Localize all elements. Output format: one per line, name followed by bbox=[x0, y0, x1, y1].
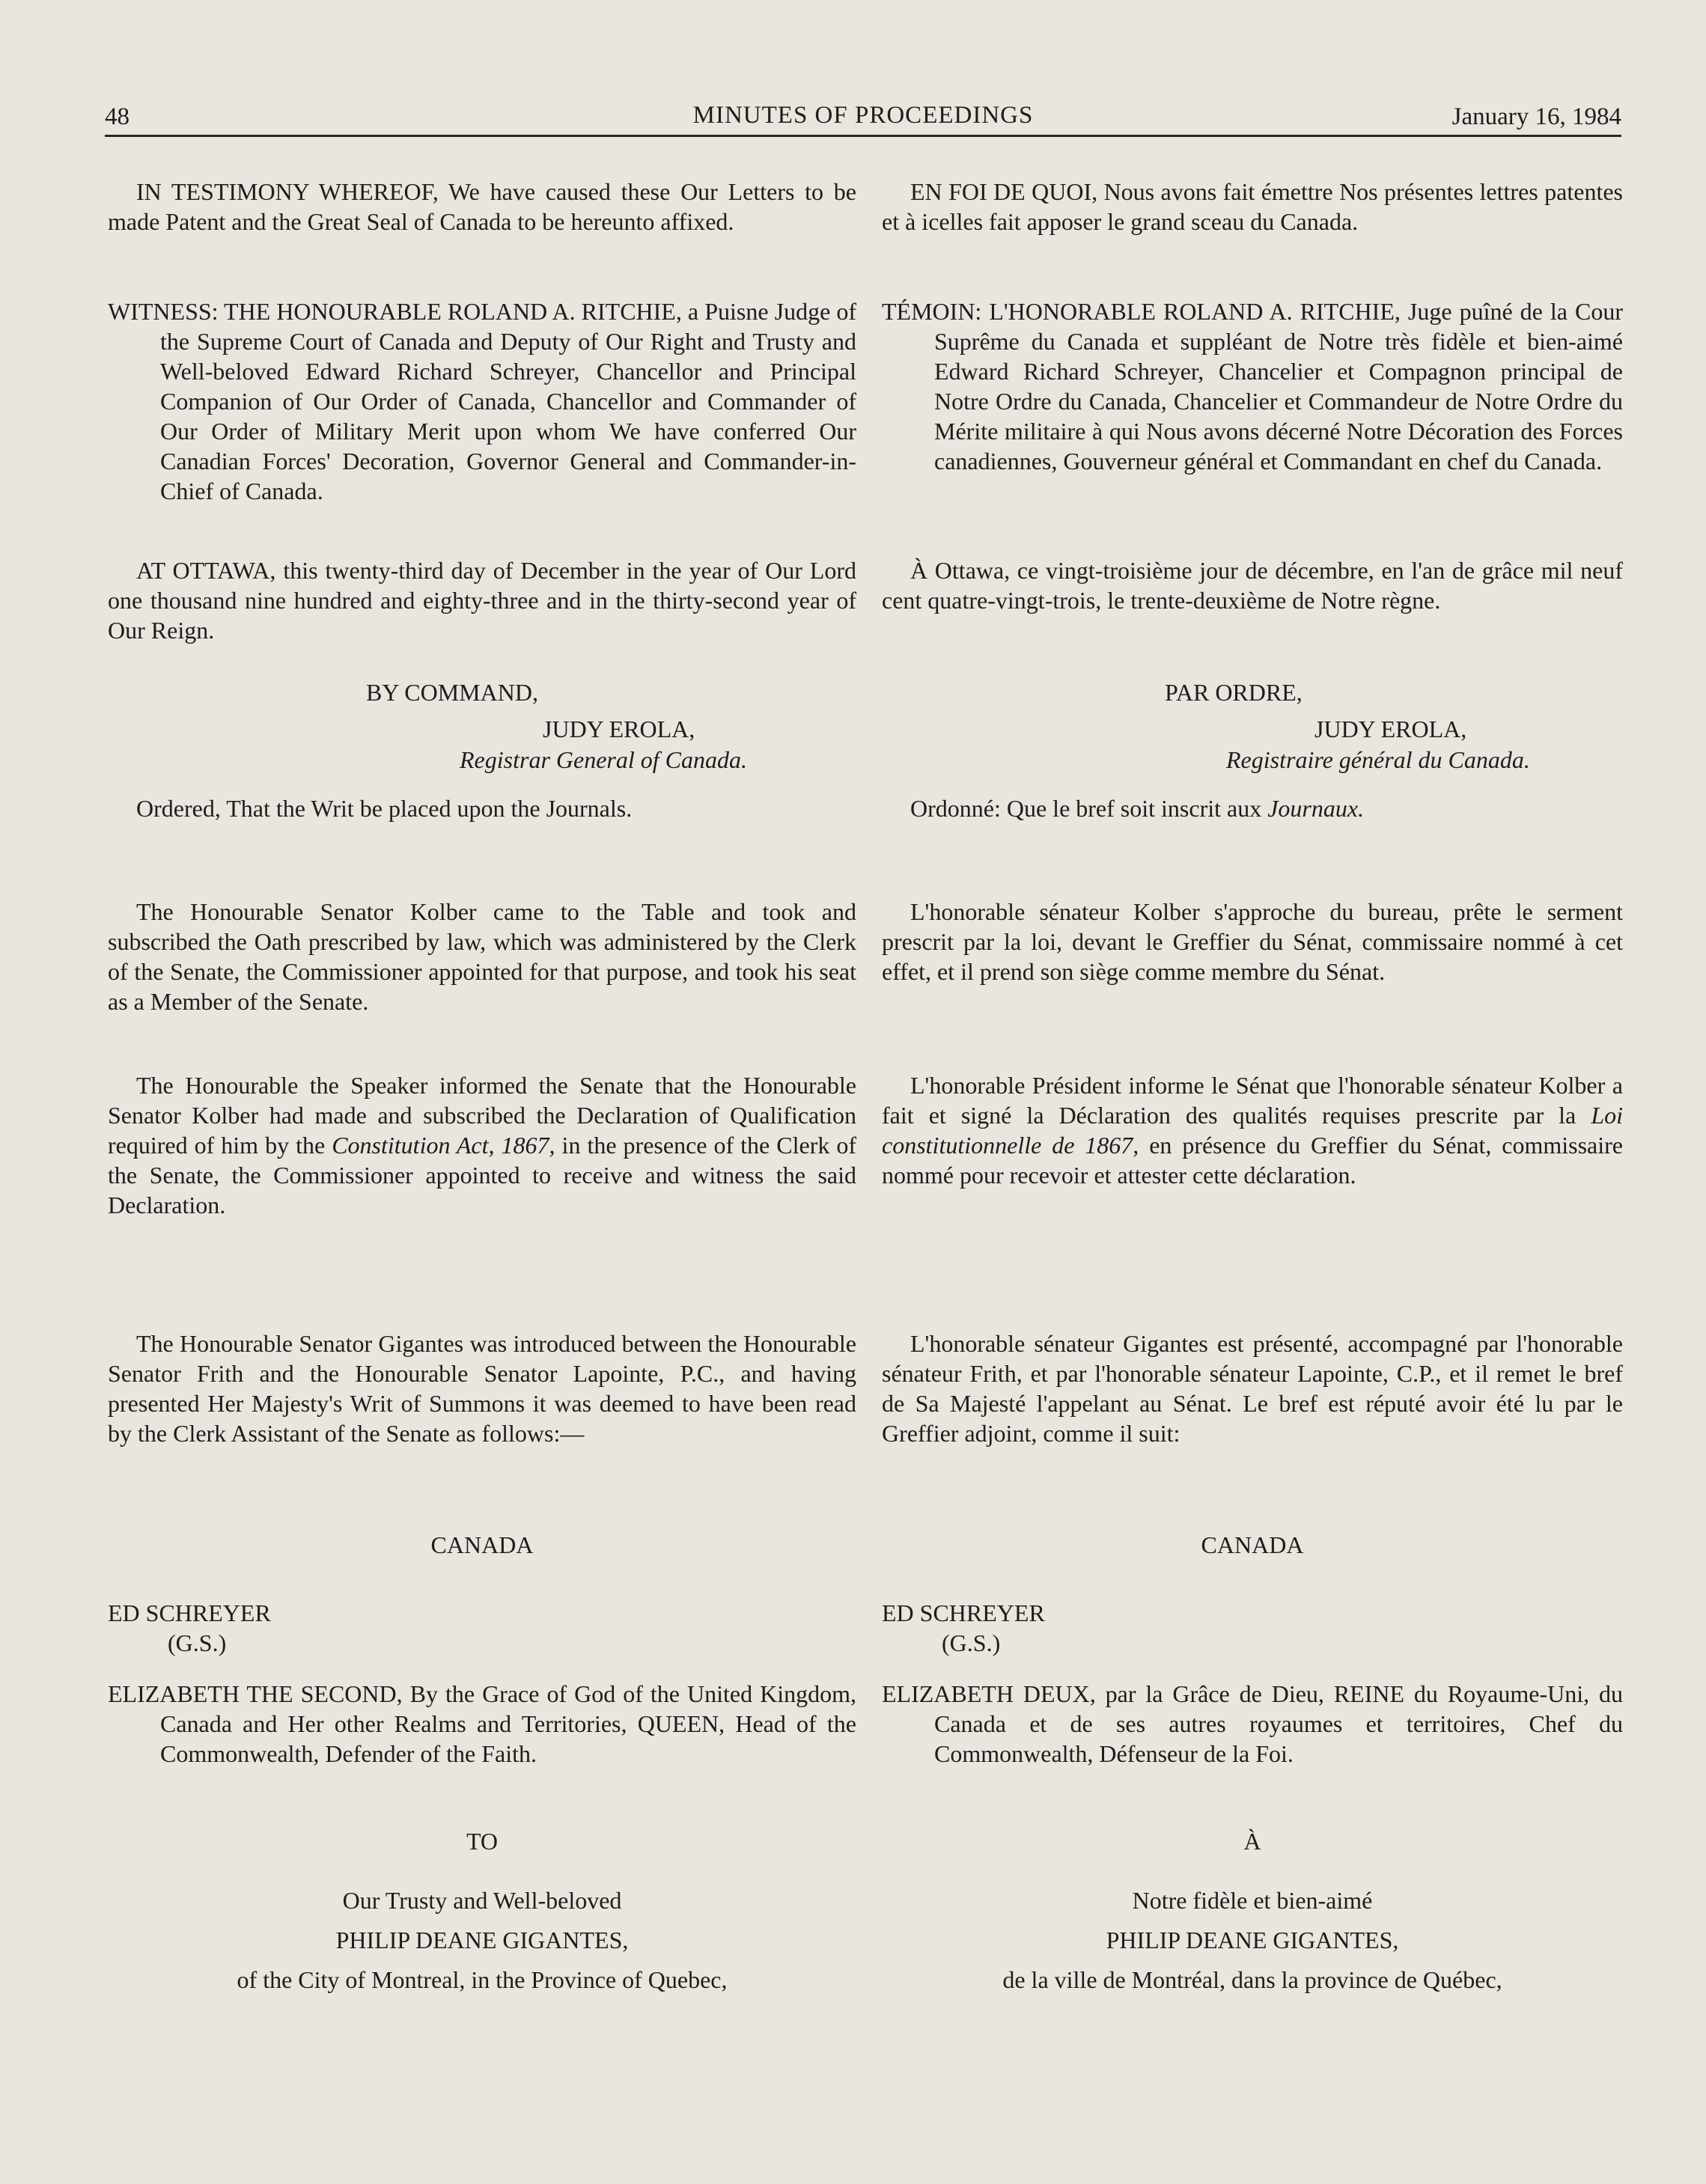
great-seal-mark-fr: (G.S.) bbox=[942, 1629, 1001, 1656]
signer-name: JUDY EROLA, bbox=[543, 716, 695, 742]
ed-schreyer: ED SCHREYER bbox=[108, 1599, 271, 1626]
ed-schreyer-fr: ED SCHREYER bbox=[882, 1599, 1045, 1626]
speaker-paragraph-fr: L'honorable Président informe le Sénat que l'honorable sénateur Kolber a fait et signé la Déclaration des qualités requises prescrite par la Loi constitutionnelle de 1867, en présence du Greffier du Sénat, commissaire nommé pour recevoir et attester cette déclaration. bbox=[882, 1072, 1624, 1189]
page-title: MINUTES OF PROCEEDINGS bbox=[692, 102, 1034, 129]
registrar-title-fr: Registraire général du Canada. bbox=[1226, 746, 1530, 773]
page-date: January 16, 1984 bbox=[1451, 103, 1621, 130]
trusty-line: Our Trusty and Well-beloved bbox=[342, 1887, 622, 1914]
to-heading: TO bbox=[466, 1828, 499, 1855]
testimony-paragraph: IN TESTIMONY WHEREOF, We have caused these Our Letters to be made Patent and the Great Seal of Canada to be hereunto affixed. bbox=[108, 178, 856, 235]
page-header bbox=[105, 97, 1621, 137]
constitution-act-reference: Constitution Act, 1867, bbox=[332, 1132, 555, 1159]
kolber-oath-paragraph-fr: L'honorable sénateur Kolber s'approche du bureau, prête le serment prescrit par la loi, devant le Greffier du Sénat, commissaire nommé à cet effet, et il prend son siège comme membre du Sénat. bbox=[882, 898, 1623, 985]
by-command: BY COMMAND, bbox=[366, 679, 538, 706]
ordered-paragraph: Ordered, That the Writ be placed upon the Journals. bbox=[136, 795, 633, 822]
page-number: 48 bbox=[105, 103, 130, 130]
registrar-title: Registrar General of Canada. bbox=[460, 746, 747, 773]
ordered-paragraph-fr: Ordonné: Que le bref soit inscrit aux Journaux. bbox=[910, 795, 1365, 822]
by-command-fr: PAR ORDRE, bbox=[1165, 679, 1303, 706]
trusty-line-fr: Notre fidèle et bien-aimé bbox=[1132, 1887, 1373, 1914]
appointee-name: PHILIP DEANE GIGANTES, bbox=[335, 1927, 629, 1953]
ottawa-paragraph: AT OTTAWA, this twenty-third day of December in the year of Our Lord one thousand nine hundred and eighty-three and in the thirty-second year of Our Reign. bbox=[108, 557, 856, 644]
witness-paragraph-fr: TÉMOIN: L'HONORABLE ROLAND A. RITCHIE, Juge puîné de la Cour Suprême du Canada et suppléant de Notre très fidèle et bien-aimé Edward Richard Schreyer, Chancelier et Compagnon principal de Notre Ordre du Canada, Chancelier et Commandeur de Notre Ordre du Mérite militaire à qui Nous avons décerné Notre Décoration des Forces canadiennes, Gouverneur général et Commandant en chef du Canada. bbox=[882, 298, 1623, 475]
appointee-city: of the City of Montreal, in the Province of Quebec, bbox=[237, 1966, 728, 1993]
elizabeth-paragraph-fr: ELIZABETH DEUX, par la Grâce de Dieu, REINE du Royaume-Uni, du Canada et de ses autres royaumes et territoires, Chef du Commonwealth, Défenseur de la Foi. bbox=[882, 1680, 1623, 1767]
appointee-city-fr: de la ville de Montréal, dans la province de Québec, bbox=[1002, 1966, 1502, 1993]
appointee-name-fr: PHILIP DEANE GIGANTES, bbox=[1106, 1927, 1399, 1953]
canada-heading: CANADA bbox=[430, 1531, 534, 1558]
canada-heading-fr: CANADA bbox=[1201, 1531, 1304, 1558]
witness-paragraph: WITNESS: THE HONOURABLE ROLAND A. RITCHIE, a Puisne Judge of the Supreme Court of Canada and Deputy of Our Right and Trusty and Well-beloved Edward Richard Schreyer, Chancellor and Principal Companion of Our Order of Canada, Chancellor and Commander of Our Order of Military Merit upon whom We have conferred Our Canadian Forces' Decoration, Governor General and Commander-in-Chief of Canada. bbox=[108, 298, 856, 504]
speaker-paragraph: The Honourable the Speaker informed the Senate that the Honourable Senator Kolber had made and subscribed the Declaration of Qualification required of him by the Constitution Act, 1867, in the presence of the Clerk of the Senate, the Commissioner appointed to receive and witness the said Declaration. bbox=[108, 1072, 857, 1218]
loi-constitutionnelle-reference: Loi constitutionnelle de 1867, bbox=[882, 1102, 1623, 1159]
elizabeth-paragraph: ELIZABETH THE SECOND, By the Grace of God of the United Kingdom, Canada and Her other Realms and Territories, QUEEN, Head of the Commonwealth, Defender of the Faith. bbox=[108, 1680, 856, 1767]
great-seal-mark: (G.S.) bbox=[168, 1629, 227, 1656]
to-heading-fr: À bbox=[1243, 1828, 1261, 1855]
testimony-paragraph-fr: EN FOI DE QUOI, Nous avons fait émettre Nos présentes lettres patentes et à icelles fait apposer le grand sceau du Canada. bbox=[882, 178, 1623, 235]
gigantes-intro-paragraph-fr: L'honorable sénateur Gigantes est présenté, accompagné par l'honorable sénateur Frith, et par l'honorable sénateur Lapointe, C.P., et il remet le bref de Sa Majesté l'appelant au Sénat. Le bref est réputé avoir été lu par le Greffier adjoint, comme il suit: bbox=[882, 1330, 1623, 1447]
gigantes-intro-paragraph: The Honourable Senator Gigantes was introduced between the Honourable Senator Frith and the Honourable Senator Lapointe, P.C., and having presented Her Majesty's Writ of Summons it was deemed to have been read by the Clerk Assistant of the Senate as follows:— bbox=[108, 1330, 856, 1447]
kolber-oath-paragraph: The Honourable Senator Kolber came to the Table and took and subscribed the Oath prescribed by law, which was administered by the Clerk of the Senate, the Commissioner appointed for that purpose, and took his seat as a Member of the Senate. bbox=[108, 898, 856, 1015]
ottawa-paragraph-fr: À Ottawa, ce vingt-troisième jour de décembre, en l'an de grâce mil neuf cent quatre-vingt-trois, le trente-deuxième de Notre règne. bbox=[882, 557, 1623, 614]
signer-name-fr: JUDY EROLA, bbox=[1314, 716, 1467, 742]
journaux-reference: Journaux. bbox=[1267, 795, 1365, 822]
